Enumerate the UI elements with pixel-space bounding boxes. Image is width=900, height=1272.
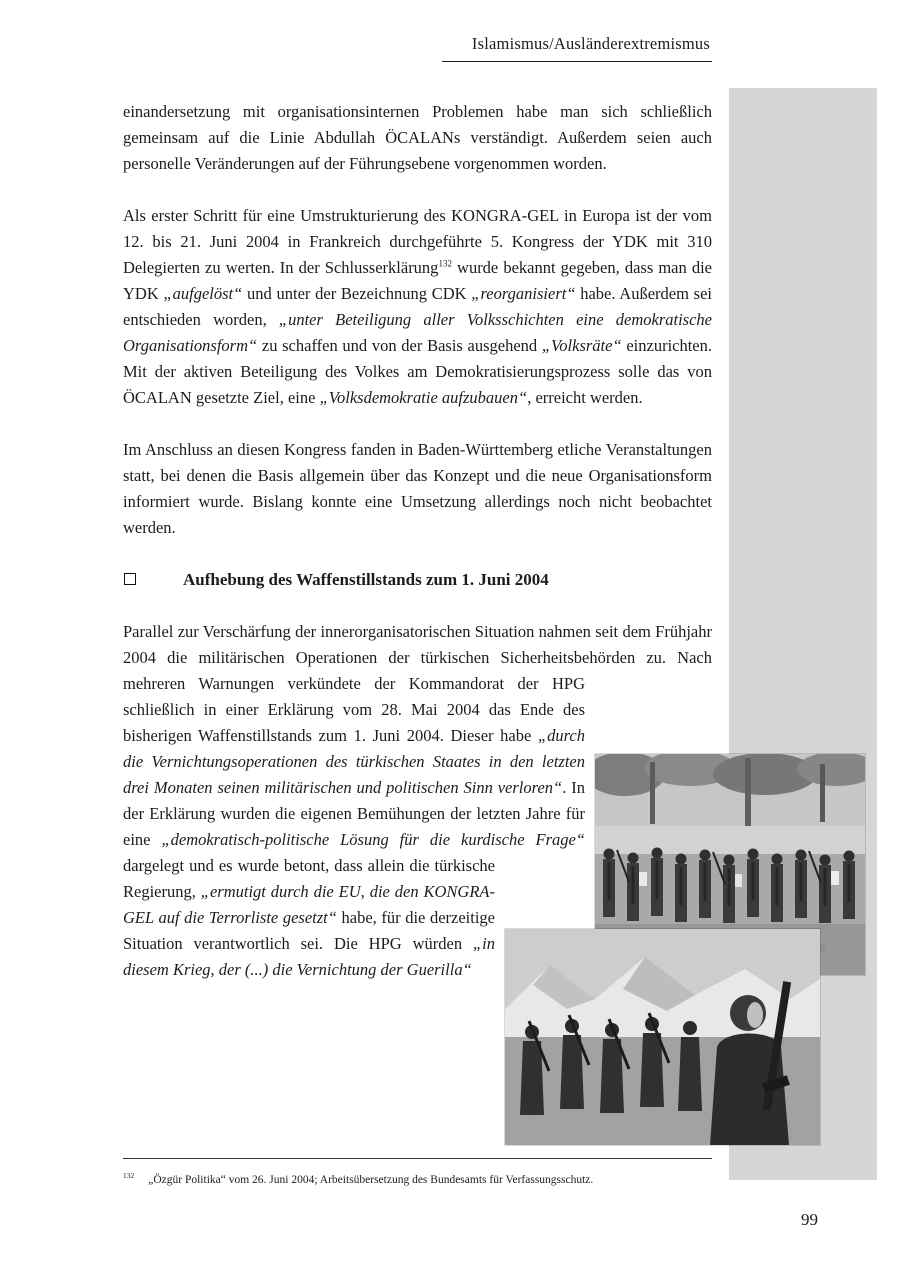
italic-quote: „Volksräte“ <box>541 336 622 355</box>
italic-quote: „unter Beteiligung aller Volksschichten eine demokratische Organisationsform“ <box>123 310 712 355</box>
section-heading-label: Aufhebung des Waffenstillstands zum 1. Juni 2004 <box>183 570 549 589</box>
body-paragraph <box>123 203 712 411</box>
page-header <box>442 34 712 62</box>
footnote <box>123 1158 712 1188</box>
page-number: 99 <box>801 1210 818 1229</box>
italic-quote: „reorganisiert“ <box>471 284 576 303</box>
italic-quote: „demokratisch-politische Lösung für die kurdische Frage“ <box>161 830 585 849</box>
text-run: . In der Erklärung wurden die eigenen Bemühungen der letzten Jahre für eine <box>123 778 585 849</box>
text-run: dargelegt und es wurde betont, dass allein die türkische Regierung, <box>123 856 495 901</box>
footnote-text: „Özgür Politika“ vom 26. Juni 2004; Arbeitsübersetzung des Bundesamts für Verfassungsschutz. <box>148 1173 594 1186</box>
text-run: , erreicht werden. <box>527 388 643 407</box>
text-run: Als erster Schritt für eine Umstrukturierung des KONGRA-GEL in Europa ist der vom 12. bis 21. Juni 2004 in Frankreich durchgeführte 5. Kongress der YDK mit 310 Delegierten zu werten. In der Schlusserklärung <box>123 206 712 277</box>
footnote-number: 132 <box>123 1171 135 1180</box>
kongra-gel-guerrilla-fighters-photo <box>505 929 820 1145</box>
text-run: zu schaffen und von der Basis ausgehend <box>257 336 542 355</box>
section-heading <box>123 567 712 593</box>
text-run: habe, für die derzeitige Situation verantwortlich sei. Die HPG würden <box>123 908 495 953</box>
italic-quote: „in diesem Krieg, der (...) die Vernichtung der Guerilla“ <box>123 934 495 979</box>
body-paragraph: Im Anschluss an diesen Kongress fanden in Baden-Württemberg etliche Veranstaltungen statt, bei denen die Basis allgemein über das Konzept und die neue Organisationsform informiert wurde. Bislang konnte eine Umsetzung allerdings noch nicht beobachtet werden. <box>123 440 712 537</box>
text-run: Parallel zur Verschärfung der innerorganisatorischen Situation nahmen seit dem Frühjahr 2004 die militärischen Operationen der türkischen Sicherheitsbehörden zu. Nach mehreren Warnungen verkündete der Kommandorat der HPG schließlich in einer Erklärung vom 28. Mai 2004 das Ende des bisherigen Waffenstillstands zum 1. Juni 2004. Dieser habe <box>123 622 712 745</box>
footnote-reference: 132 <box>438 258 452 269</box>
italic-quote: „aufgelöst“ <box>163 284 243 303</box>
body-paragraph: einandersetzung mit organisationsinternen Problemen habe man sich schließlich gemeinsam auf die Linie Abdullah ÖCALANs verständigt. Außerdem seien auch personelle Veränderungen auf der Führungsebene vorgenommen worden. <box>123 102 712 173</box>
italic-quote: „durch die Vernichtungsoperationen des türkischen Staates in den letzten drei Monaten seinen militärischen und politischen Sinn verloren“ <box>123 726 585 797</box>
italic-quote: „ermutigt durch die EU, die den KONGRA-GEL auf die Terrorliste gesetzt“ <box>123 882 495 927</box>
text-run: wurde bekannt gegeben, dass man die YDK <box>123 258 712 303</box>
square-bullet-icon <box>124 573 136 585</box>
text-run: einzurichten. Mit der aktiven Beteiligung des Volkes am Demokratisierungsprozess solle das von ÖCALAN gesetzte Ziel, eine <box>123 336 713 407</box>
running-head: Islamismus/Ausländerextremismus <box>442 34 712 62</box>
italic-quote: „Volksdemokratie aufzubauen“ <box>319 388 528 407</box>
text-run: habe. Außerdem sei entschieden worden, <box>123 284 712 329</box>
text-run: und unter der Bezeichnung CDK <box>242 284 472 303</box>
